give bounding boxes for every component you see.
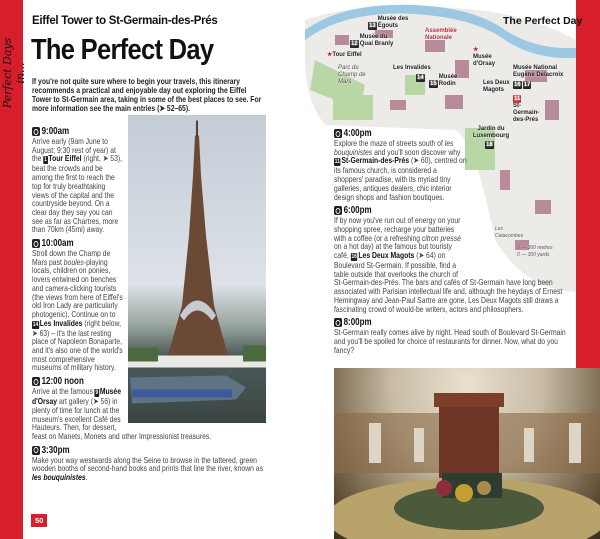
left-column — [32, 126, 268, 486]
section-text-italic: citron pressé — [421, 232, 461, 243]
right-red-margin — [576, 0, 600, 370]
poi-number: 16 — [351, 254, 357, 261]
section-text: (➤ 64) on Boulevard St-Germain. If possible, find a table outside that overlooks the church of St-Germain-des-Prés. The bars and cafés of St-Germain have long been associated with Parisian intellectual life and, although the heydays of Ernest Hemingway and Jean-Paul Sartre are gone, Les Deux Magots still draws a fascinating crowd of would-be writers, actors and philosophers. — [334, 250, 563, 314]
section-text: Make your way westwards along the Seine to browse in the tattered, green wooden booths of second-hand books and prints that line the river, known as — [32, 454, 263, 474]
map-number: 13 — [369, 23, 376, 29]
map-label-luxembourg: Jardin du Luxembourg — [472, 126, 510, 139]
clock-icon — [32, 127, 40, 136]
map-label-delacroix: Musée National Eugène Delacroix — [513, 65, 564, 78]
map-label-orsay: Musée d'Orsay — [473, 54, 496, 67]
section-text: -playing locals, children on ponies, lovers entwined on benches and camera-clicking tourists (the views from here of Eiffel's old Iron Lady are particularly photogenic). Continue on to — [32, 256, 123, 319]
right-column — [334, 128, 570, 358]
section-time: 4:00pm — [343, 128, 372, 139]
section-time: 10:00am — [41, 238, 74, 250]
section-text: and you'll soon discover why — [372, 146, 461, 157]
section-text: Explore the maze of streets south of — [334, 138, 445, 148]
poi-number: 1 — [44, 157, 47, 164]
page-title: The Perfect Day — [31, 34, 214, 66]
section-time: 12:00 noon — [41, 376, 84, 388]
clock-icon — [334, 206, 342, 215]
section-text: Arrive early (9am June to August; 9:30 rest of year) at the — [32, 136, 116, 164]
map-number: 12 — [351, 41, 358, 47]
section-text-italic: les bouquinistes — [334, 138, 454, 157]
clock-icon — [32, 377, 40, 386]
page-kicker: Eiffel Tower to St-Germain-des-Prés — [32, 15, 218, 27]
poi-link-les-invalides[interactable]: Les Invalides — [39, 317, 83, 328]
map-label-deux-magots: Les Deux Magots — [483, 80, 510, 93]
map-number: 18 — [486, 142, 493, 148]
map-number: 11 — [514, 96, 521, 102]
section-text: . — [85, 472, 88, 483]
map-number: 15 — [430, 81, 437, 87]
map-number: 16 — [514, 82, 521, 88]
map-label-egouts: Musée des Égouts — [377, 16, 409, 29]
poi-number: 11 — [334, 159, 340, 166]
map-scale-bar: 0 — 300 metres 0 — 300 yards — [517, 245, 553, 258]
map-wrap-space — [468, 128, 570, 274]
poi-link-musee-dorsay[interactable]: Musée d'Orsay — [32, 386, 121, 407]
section-time: 6:00pm — [343, 205, 372, 217]
poi-bouquinistes: les bouquinistes — [32, 472, 86, 483]
section-text: (right, ➤ 53), beat the crowds and be among the first to reach the top for truly breathtaking views of the capital and the countryside beyond. On a clear day they say you can see as far as Chartres, more than 70km (45mi) away. — [32, 153, 123, 235]
napoleon-tomb-photo — [334, 368, 600, 539]
map-number: 17 — [523, 82, 531, 88]
photo-wrap-space — [124, 126, 268, 427]
section-text: St-Germain really comes alive by night. Head south of Boulevard St-Germain and you'll be spoiled for choice of restaurants for dinner. Now, what do you fancy? — [334, 327, 566, 355]
poi-number: 14 — [32, 321, 39, 328]
map-label-st-germain: St-Germain-des-Prés — [513, 103, 540, 123]
section-time: 3:30pm — [41, 444, 70, 456]
clock-icon — [334, 129, 342, 138]
map-label-assemblee: Assemblée Nationale — [425, 28, 457, 41]
map-label-champ-de-mars: Parc du Champ de Mars — [338, 65, 366, 85]
itinerary-section-1530 — [32, 445, 268, 482]
section-text: If by now you've run out of energy on your shopping spree, recharge your batteries with a coffee (or a refreshing — [334, 215, 461, 243]
left-red-margin — [0, 0, 27, 539]
section-text: Stroll down the Champ de Mars past — [32, 248, 111, 267]
section-text: (➤ 60), centred on its famous church, is considered a shoppers' paradise, with its myriad tiny galleries, antiques dealers, chic interior design shops and fashion boutiques. — [334, 155, 467, 202]
poi-link-deux-magots[interactable]: Les Deux Magots — [358, 250, 415, 261]
clock-icon — [334, 318, 342, 327]
section-text: art gallery (➤ 56) in plenty of time for lunch at the museum's excellent Café des Hauteurs. Then, for dessert, feast on Manets, Monets and other Impressionist treasures. — [32, 396, 212, 441]
section-time: 9:00am — [41, 126, 70, 137]
running-head: The Perfect Day — [503, 15, 583, 27]
section-text: Arrive at the famous — [32, 386, 95, 397]
section-text-italic: boules — [63, 256, 84, 267]
poi-link-tour-eiffel[interactable]: Tour Eiffel — [48, 153, 82, 164]
poi-link-st-germain[interactable]: St-Germain-des-Prés — [341, 155, 410, 166]
intro-paragraph: If you're not quite sure where to begin your travels, this itinerary recommends a practical and enjoyable day out exploring the Eiffel Tower to St-Germain area, taking in some of the best places to see. For more information see the main entries (➤ 52–65). — [32, 76, 262, 113]
star-icon: ★ — [473, 47, 479, 53]
clock-icon — [32, 239, 40, 248]
map-label-invalides: Les Invalides — [393, 65, 431, 71]
map-label-catacombes: Les Catacombes — [495, 226, 524, 239]
map-number: 14 — [417, 75, 424, 81]
clock-icon — [32, 446, 40, 455]
itinerary-section-2000 — [334, 317, 570, 354]
map-label-tour-eiffel: Tour Eiffel — [332, 52, 362, 58]
poi-number: 9 — [95, 390, 99, 397]
section-time: 8:00pm — [343, 317, 372, 329]
map-label-quai-branly: Musée du Quai Branly — [359, 34, 394, 47]
section-text: on a hot day) at the famous but touristy café, — [334, 241, 452, 261]
section-text: (right below, ➤ 63) – it's the last resting place of Napoleon Bonaparte, and it's also one of the world's most comprehensive museums of military history. — [32, 317, 123, 373]
page-number: 50 — [31, 514, 47, 527]
spine-title: Perfect Days in... — [1, 37, 27, 109]
map-label-rodin: Musée Rodin — [438, 74, 458, 87]
star-icon: ★ — [327, 52, 333, 58]
